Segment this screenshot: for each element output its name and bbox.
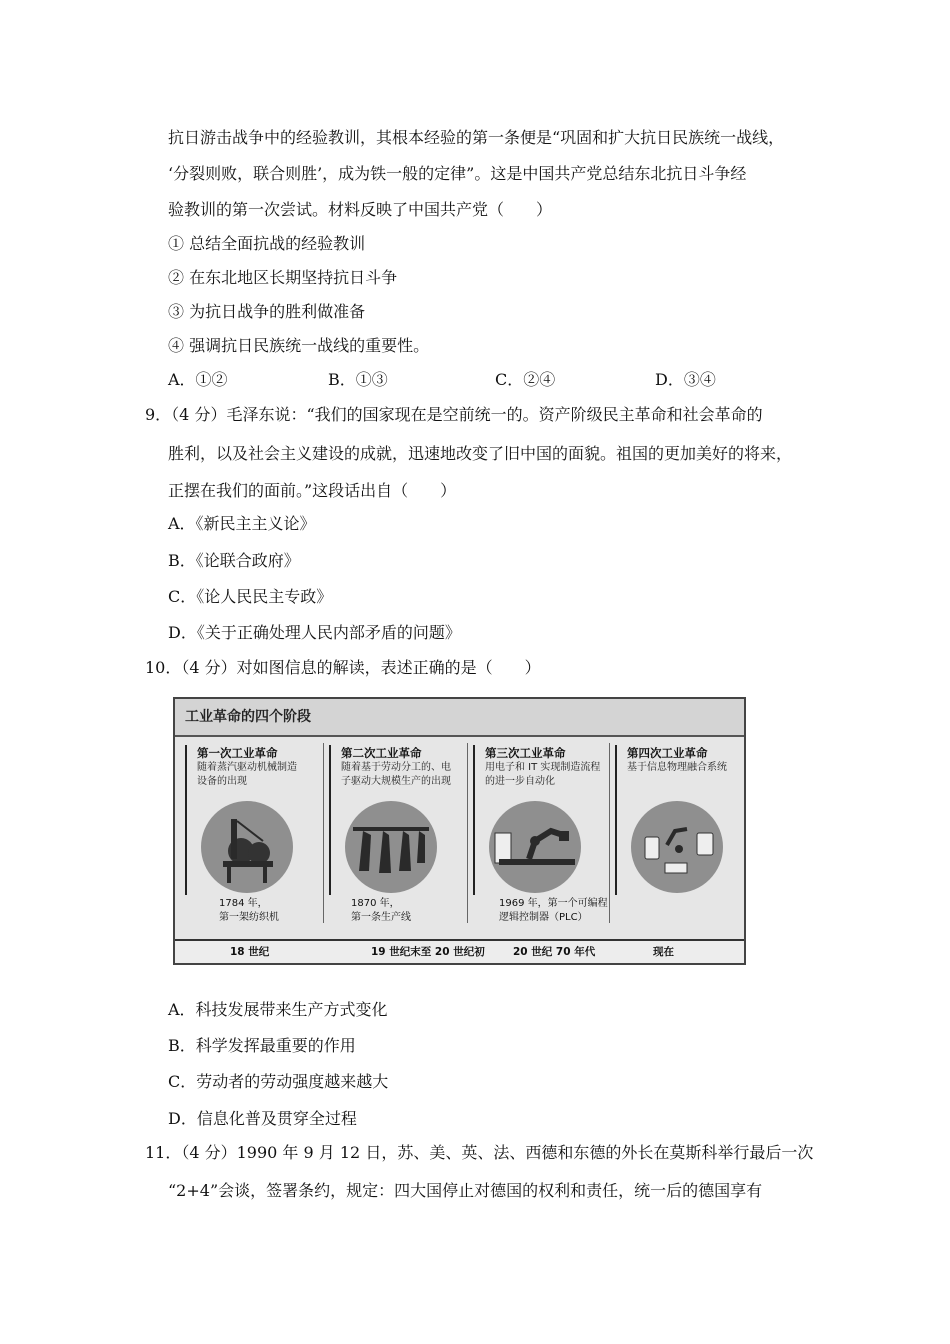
- stage-event: [219, 897, 279, 925]
- timeline-label: 18 世纪: [230, 946, 270, 958]
- stage-desc-line: 的进一步自动化: [485, 776, 555, 787]
- stage-bracket: [615, 745, 617, 895]
- option-b[interactable]: B．《论联合政府》: [168, 551, 300, 570]
- paragraph-line: 验教训的第一次尝试。材料反映了中国共产党（ ）: [168, 200, 553, 219]
- stage-title: 第一次工业革命: [197, 746, 278, 760]
- stage-desc: [627, 761, 727, 775]
- stage-title: 第二次工业革命: [341, 746, 422, 760]
- event-line: 逻辑控制器（PLC）: [499, 912, 588, 923]
- option-c[interactable]: C．劳动者的劳动强度越来越大: [168, 1072, 389, 1091]
- stage-4: [609, 739, 744, 934]
- stage-desc: [485, 761, 600, 789]
- option-b[interactable]: B．①③: [328, 370, 388, 389]
- event-line: 1969 年，第一个可编程: [499, 898, 608, 909]
- timeline-bar: [175, 939, 744, 963]
- stage-title: 第三次工业革命: [485, 746, 566, 760]
- stage-bracket: [473, 745, 475, 895]
- event-line: 1784 年，: [219, 898, 268, 909]
- stage-event: [351, 897, 411, 925]
- stage-desc-line: 设备的出现: [197, 776, 247, 787]
- stage-1: [179, 739, 321, 934]
- statement-item: ② 在东北地区长期坚持抗日斗争: [168, 268, 398, 287]
- event-line: 1870 年，: [351, 898, 400, 909]
- question-11-line: “2+4”会谈，签署条约，规定：四大国停止对德国的权利和责任，统一后的德国享有: [168, 1181, 763, 1200]
- statement-item: ④ 强调抗日民族统一战线的重要性。: [168, 336, 430, 355]
- cyber-physical-system-icon: [631, 801, 723, 893]
- question-9-line: 胜利，以及社会主义建设的成就，迅速地改变了旧中国的面貌。祖国的更加美好的将来，: [168, 444, 793, 463]
- stage-desc-line: 基于信息物理融合系统: [627, 762, 727, 773]
- industrial-revolution-figure: [173, 697, 746, 965]
- stage-event: [499, 897, 608, 925]
- timeline-label: 现在: [653, 946, 674, 958]
- option-d[interactable]: D．《关于正确处理人民内部矛盾的问题》: [168, 623, 461, 642]
- stage-desc-line: 子驱动大规模生产的出现: [341, 776, 451, 787]
- statement-item: ① 总结全面抗战的经验教训: [168, 234, 366, 253]
- option-d[interactable]: D．信息化普及贯穿全过程: [168, 1109, 357, 1128]
- paragraph-line: ‘分裂则败，联合则胜’，成为铁一般的定律”。这是中国共产党总结东北抗日斗争经: [168, 164, 747, 183]
- production-line-icon: [345, 801, 437, 893]
- question-10: 10．（4 分）对如图信息的解读，表述正确的是（ ）: [145, 658, 541, 677]
- timeline-label: 20 世纪 70 年代: [513, 946, 596, 958]
- stage-desc: [197, 761, 297, 789]
- stage-desc-line: 随着蒸汽驱动机械制造: [197, 762, 297, 773]
- spinning-machine-icon: [201, 801, 293, 893]
- option-d[interactable]: D．③④: [655, 370, 716, 389]
- option-c[interactable]: C．②④: [495, 370, 556, 389]
- paragraph-line: 抗日游击战争中的经验教训，其根本经验的第一条便是“巩固和扩大抗日民族统一战线，: [168, 128, 785, 147]
- option-b[interactable]: B．科学发挥最重要的作用: [168, 1036, 356, 1055]
- option-a[interactable]: A．《新民主主义论》: [168, 514, 316, 533]
- question-11: 11．（4 分）1990 年 9 月 12 日，苏、美、英、法、西德和东德的外长在莫斯科举行最后一次: [145, 1143, 814, 1162]
- stage-desc: [341, 761, 451, 789]
- stage-bracket: [185, 745, 187, 895]
- statement-item: ③ 为抗日战争的胜利做准备: [168, 302, 366, 321]
- figure-title: 工业革命的四个阶段: [175, 699, 744, 737]
- option-a[interactable]: A．①②: [168, 370, 228, 389]
- event-line: 第一架纺织机: [219, 912, 279, 923]
- option-c[interactable]: C．《论人民民主专政》: [168, 587, 333, 606]
- robot-arm-icon: [489, 801, 581, 893]
- event-line: 第一条生产线: [351, 912, 411, 923]
- stage-desc-line: 用电子和 IT 实现制造流程: [485, 762, 601, 773]
- question-9-line: 正摆在我们的面前。”这段话出自（ ）: [168, 481, 457, 500]
- timeline-label: 19 世纪末至 20 世纪初: [371, 946, 485, 958]
- question-9: 9．（4 分）毛泽东说：“我们的国家现在是空前统一的。资产阶级民主革命和社会革命的: [145, 405, 763, 424]
- stage-bracket: [329, 745, 331, 895]
- stage-title: 第四次工业革命: [627, 746, 708, 760]
- stage-2: [323, 739, 465, 934]
- option-a[interactable]: A．科技发展带来生产方式变化: [168, 1000, 388, 1019]
- stage-3: [467, 739, 607, 934]
- stage-desc-line: 随着基于劳动分工的、电: [341, 762, 451, 773]
